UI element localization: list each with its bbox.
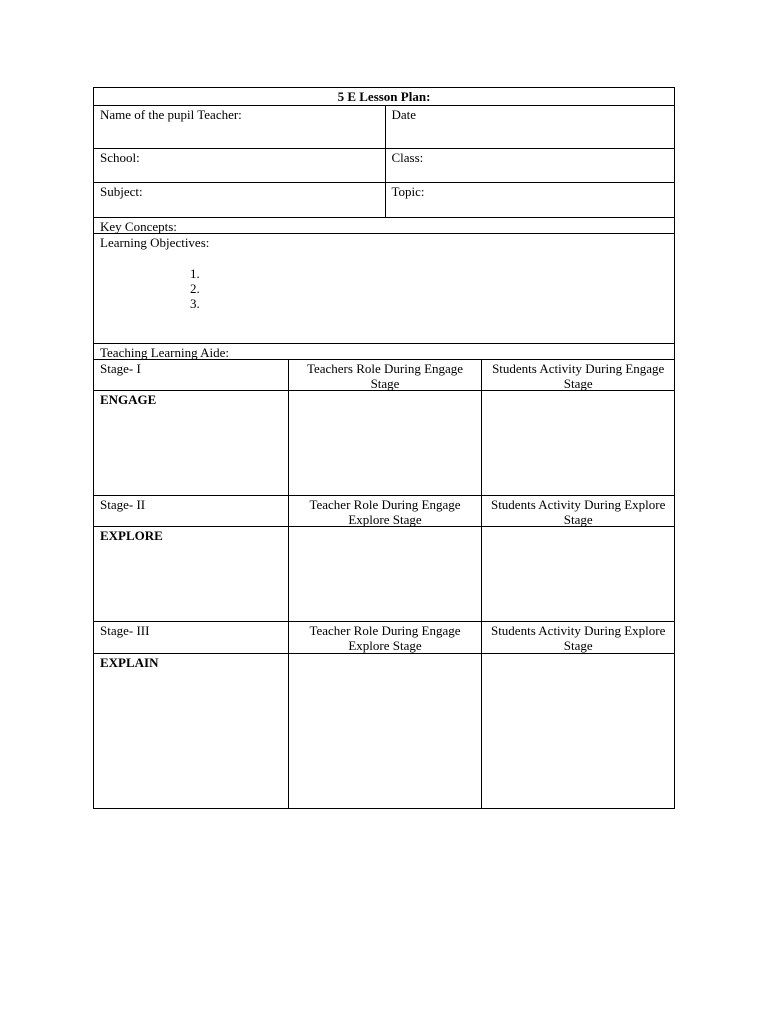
lesson-plan-table	[93, 87, 675, 809]
stage-body-row	[94, 653, 674, 808]
stage-body-row	[94, 526, 674, 621]
student-activity-header: Students Activity During Explore Stage	[481, 622, 674, 653]
key-concepts-field[interactable]: Key Concepts:	[100, 219, 177, 234]
subject-topic-row	[94, 182, 674, 217]
stage-header-row	[94, 621, 674, 653]
learning-objectives-row	[94, 233, 674, 343]
stage-label: Stage- I	[100, 361, 141, 376]
student-activity-cell[interactable]	[481, 654, 674, 808]
student-activity-header: Students Activity During Engage Stage	[481, 360, 674, 390]
teacher-role-header: Teacher Role During Engage Explore Stage	[288, 496, 482, 526]
teaching-aide-row	[94, 343, 674, 359]
teaching-aide-field[interactable]: Teaching Learning Aide:	[100, 345, 230, 360]
teacher-role-header: Teachers Role During Engage Stage	[288, 360, 482, 390]
phase-name: EXPLAIN	[100, 655, 159, 670]
stage-header-row	[94, 359, 674, 390]
stage-label: Stage- II	[100, 497, 146, 512]
objective-item: 1.	[190, 266, 200, 281]
form-title: 5 E Lesson Plan:	[337, 89, 431, 104]
teacher-role-cell[interactable]	[288, 391, 482, 495]
objective-item: 3.	[190, 296, 200, 311]
stage-header-row	[94, 495, 674, 526]
learning-objectives-label: Learning Objectives:	[100, 235, 210, 250]
phase-name: EXPLORE	[100, 528, 163, 543]
name-date-row	[94, 105, 674, 148]
stage-body-row	[94, 390, 674, 495]
topic-field[interactable]: Topic:	[385, 183, 675, 217]
school-class-row	[94, 148, 674, 182]
student-activity-header: Students Activity During Explore Stage	[481, 496, 674, 526]
student-activity-cell[interactable]	[481, 527, 674, 621]
teacher-role-cell[interactable]	[288, 654, 482, 808]
class-field[interactable]: Class:	[385, 149, 675, 182]
subject-field[interactable]: Subject:	[100, 184, 143, 199]
phase-name: ENGAGE	[100, 392, 157, 407]
objective-item: 2.	[190, 281, 200, 296]
learning-objectives-field[interactable]	[94, 234, 674, 343]
teacher-role-header: Teacher Role During Engage Explore Stage	[288, 622, 482, 653]
stage-label: Stage- III	[100, 623, 150, 638]
name-field[interactable]: Name of the pupil Teacher:	[100, 107, 242, 122]
objectives-list	[100, 266, 668, 311]
title-row	[94, 88, 674, 105]
student-activity-cell[interactable]	[481, 391, 674, 495]
key-concepts-row	[94, 217, 674, 233]
teacher-role-cell[interactable]	[288, 527, 482, 621]
school-field[interactable]: School:	[100, 150, 140, 165]
date-field[interactable]: Date	[385, 106, 675, 148]
